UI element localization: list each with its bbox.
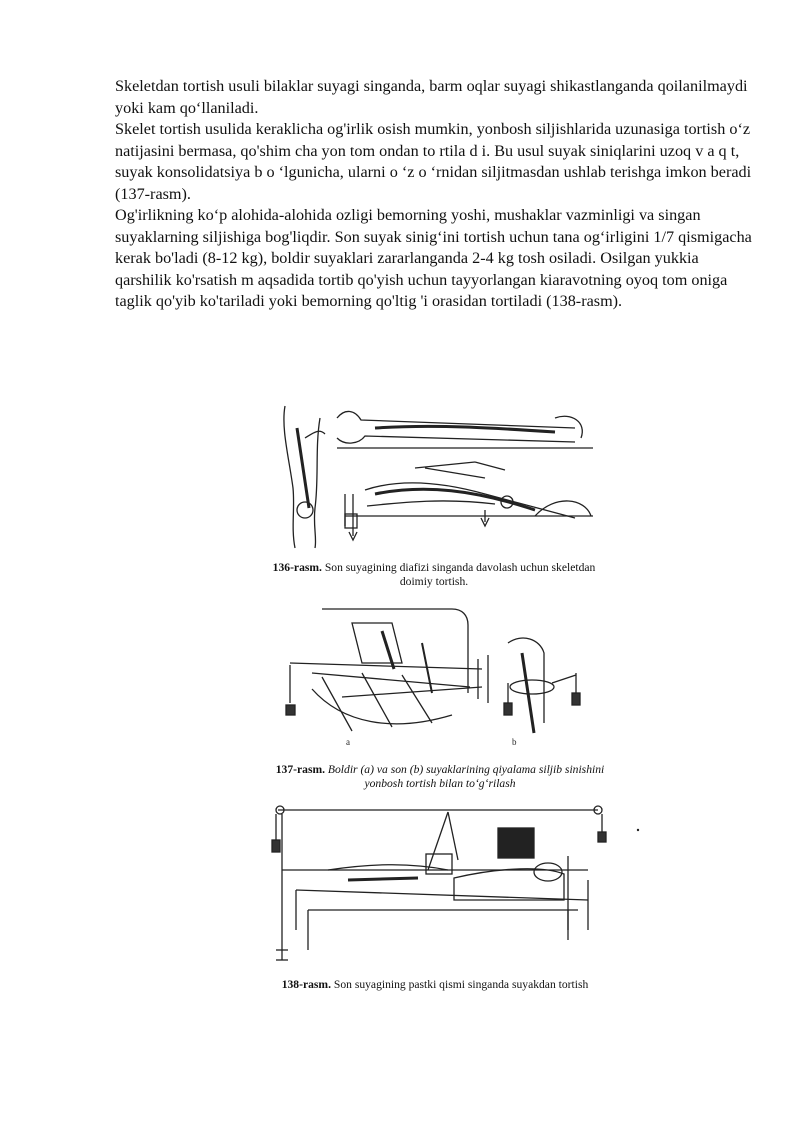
figure-137-label-a: a — [346, 737, 350, 747]
figure-137-number: 137-rasm. — [275, 763, 326, 776]
figure-137-caption — [200, 763, 680, 791]
paragraph-2: Skelet tortish usulida keraklicha og'irlik osish mumkin, yonbosh siljishlarida uzunasiga tortish o‘z natijasini bermasa, qo'shim cha yon tom ondan to rtila d i. Bu usul suyak siniqlarini uzoq v a q t, suyak konsolidatsiya b o ‘lgunicha, ularni o ‘z o ‘rnidan siljitmasdan ushlab terishga imkon beradi (137-rasm). — [115, 120, 752, 203]
figure-138-caption-line1: Son suyagining pastki qismi singanda suyakdan tortish — [333, 978, 589, 991]
paragraph-1: Skeletdan tortish usuli bilaklar suyagi singanda, barm oqlar suyagi shikastlanganda qoilanilmaydi yoki kam qo‘llaniladi. — [115, 77, 748, 117]
figure-136-illustration — [275, 398, 595, 550]
figure-137-label-b: b — [512, 737, 517, 747]
figure-137-caption-line1: Boldir (a) va son (b) suyaklarining qiyalama siljib sinishini — [327, 763, 605, 776]
figure-136-caption-line2: doimiy tortish. — [399, 575, 469, 588]
figure-138-number: 138-rasm. — [281, 978, 331, 991]
figure-136-number: 136-rasm. — [272, 561, 322, 574]
figure-138-caption — [195, 978, 675, 992]
figure-137-caption-line2: yonbosh tortish bilan to‘g‘rilash — [364, 777, 516, 790]
figure-136-caption — [200, 561, 668, 589]
figure-136-caption-line1: Son suyagining diafizi singanda davolash uchun skeletdan — [324, 561, 596, 574]
figure-137-illustration — [282, 603, 598, 751]
paragraph-3: Og'irlikning ko‘p alohida-alohida ozligi bemorning yoshi, mushaklar vazminligi va singan suyaklarning siljishiga bog'liqdir. Son suyak sinig‘ini tortish uchun tana og‘irligini 1/7 qismigacha kerak bo'ladi (8-12 kg), boldir suyaklari zararlanganda 2-4 kg tosh osiladi. Osilgan yukkia qarshilik ko'rsatish m aqsadida tortib qo'yish uchun tayyorlangan kiaravotning oyoq tom oniga taglik qo'yib ko'tariladi yoki bemorning qo'ltig 'i orasidan tortiladi (138-rasm). — [115, 206, 752, 310]
body-text — [115, 76, 755, 313]
figure-138-illustration — [268, 800, 644, 966]
